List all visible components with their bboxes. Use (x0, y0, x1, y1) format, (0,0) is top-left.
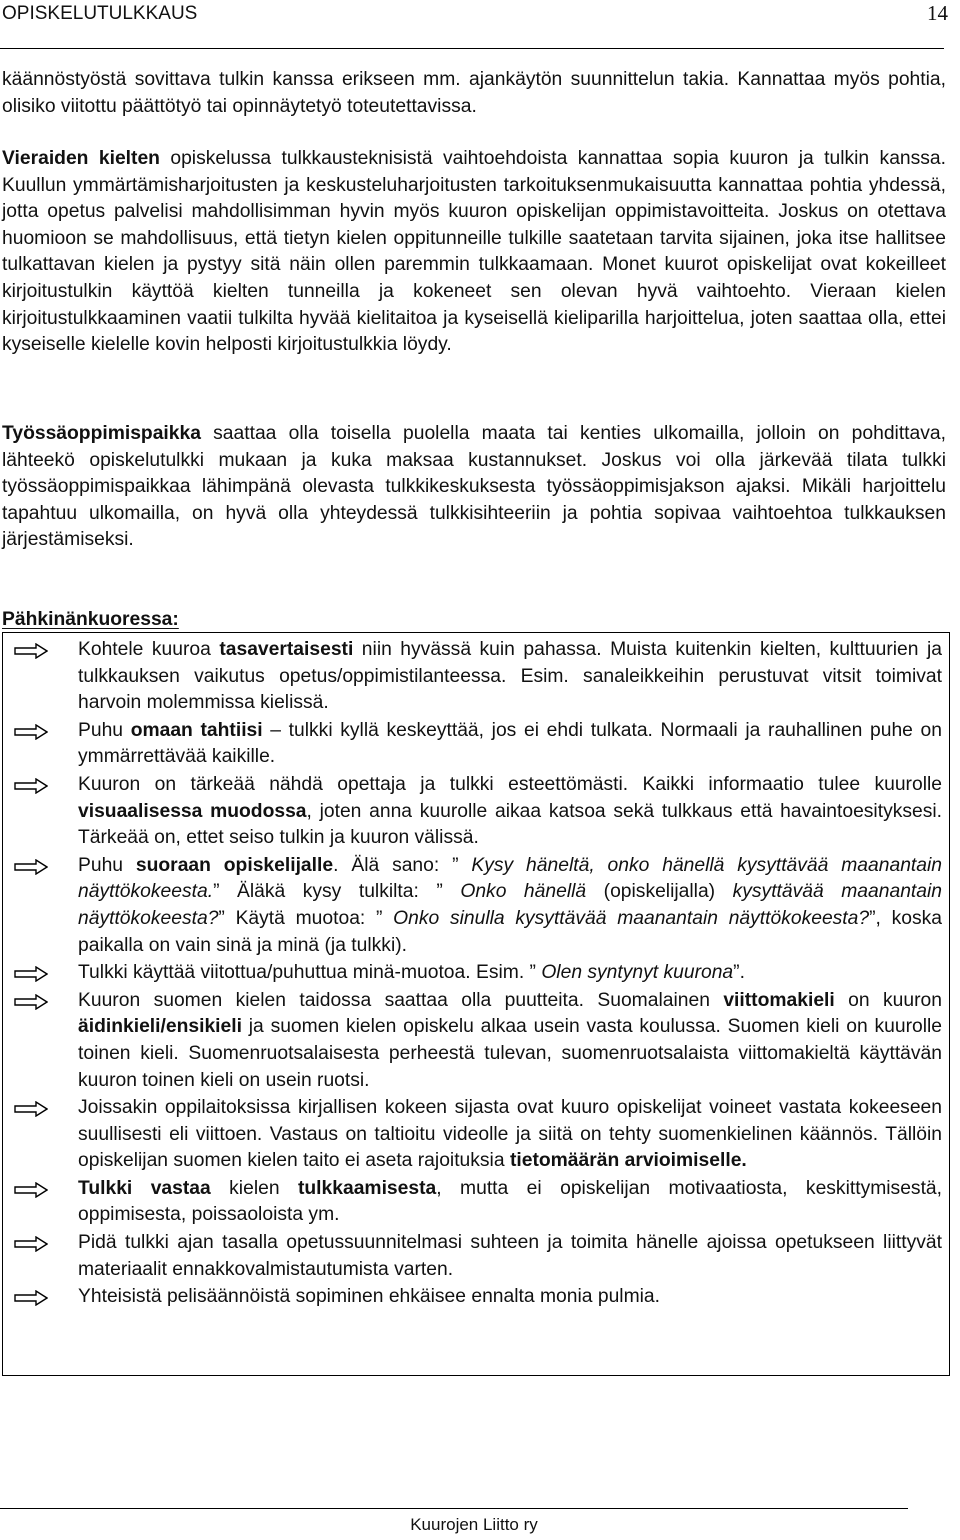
text-run: Yhteisistä pelisäännöistä sopiminen ehkäisee ennalta monia pulmia. (78, 1286, 661, 1308)
footer-text: Kuurojen Liitto ry (410, 1515, 538, 1534)
nutshell-item (0, 1230, 948, 1283)
text-run: Kohtele kuuroa (78, 639, 220, 660)
nutshell-heading: Pähkinänkuoressa: (2, 609, 179, 630)
bold-text: tulkkaamisesta (297, 1177, 437, 1199)
text-run: Kuuron on tärkeää nähdä opettaja ja tulkki esteettömästi. Kaikki informaatio tulee kuurolle (78, 773, 942, 795)
arrow-icon (14, 1101, 48, 1117)
header-title: OPISKELUTULKKAUS (2, 3, 198, 24)
header-divider (0, 48, 944, 49)
nutshell-item (0, 637, 948, 717)
text-run: Puhu (78, 719, 131, 741)
text-run: – tulkki kyllä keskeyttää, jos ei ehdi tulkata. Normaali ja rauhallinen puhe on ymmärrettävää kaikille. (78, 719, 943, 768)
italic-text: Onko sinulla kysyttävää maanantain näyttökokeesta? (393, 907, 870, 929)
italic-text: Kysy häneltä, onko hänellä kysyttävää maanantain näyttökokeesta. (78, 854, 942, 903)
nutshell-item (0, 718, 948, 771)
arrow-icon (14, 1182, 48, 1198)
bold-text: tasavertaisesti (219, 639, 354, 660)
italic-text: kysyttävää maanantain näyttökokeesta? (78, 881, 942, 929)
arrow-icon (14, 966, 48, 982)
paragraph-work-placement (2, 421, 946, 554)
arrow-icon (14, 994, 48, 1010)
bold-text: äidinkieli/ensikieli (78, 1016, 242, 1038)
text-run: . Älä sano: ” (333, 854, 472, 876)
italic-text: Olen syntynyt kuurona (541, 962, 734, 984)
arrow-icon (14, 724, 48, 740)
arrow-icon (14, 1236, 48, 1252)
text-run: Kuuron suomen kielen taidossa saattaa olla puutteita. Suomalainen (78, 989, 724, 1011)
text-run: ” Äläkä kysy tulkilta: ” (213, 881, 461, 903)
bold-text: tietomäärän arvioimiselle. (509, 1150, 747, 1172)
text-run: ”, koska paikalla on vain sinä ja minä (ja tulkki). (78, 907, 943, 956)
bold-text: visuaalisessa muodossa (78, 800, 307, 822)
text-run: saattaa olla toisella puolella maata tai kenties ulkomailla, jolloin on pohdittava, lähteekö opiskelutulkki mukaan ja kuka maksaa kustannukset. Joskus voi olla järkevää tilata tulkki työssäoppimispaikkaa lähimpänä olevasta tulkkikeskuksesta työssäoppimisjakson ajaksi. Mikäli harjoittelu tapahtuu ulkomailla, on hyvä olla yhteydessä tulkkisihteeriin ja pohtia sopivaa vaihtoehtoa tulkkauksen järjestämiseksi. (2, 423, 946, 551)
arrow-icon (14, 1290, 48, 1306)
paragraph-foreign-languages (2, 146, 946, 359)
nutshell-item (0, 1284, 948, 1311)
nutshell-item (0, 960, 948, 987)
text-run: Puhu (78, 854, 136, 876)
arrow-icon (14, 859, 48, 875)
bold-text: suoraan opiskelijalle (135, 854, 334, 876)
paragraph-translation-work (2, 67, 946, 120)
text-run: niin hyvässä kuin pahassa. Muista kuitenkin kielten, kulttuurien ja tulkkauksen vaikutus opetus/oppimistilanteessa. Esim. sanaleikkeihin perustuvat vitsit toimivat harvoin molemmissa kielissä. (78, 639, 942, 714)
text-run: , mutta ei opiskelijan motivaatiosta, keskittymisestä, oppimisesta, poissaoloista ym. (78, 1177, 943, 1226)
bold-text: Tulkki vastaa (78, 1177, 211, 1199)
text-run: , joten anna kuurolle aikaa katsoa sekä tulkkaus että havaintoesityksesi. Tärkeää on, ettet seiso tulkin ja kuuron välissä. (78, 800, 942, 849)
arrow-icon (14, 643, 48, 659)
bold-text: omaan tahtiisi (130, 719, 263, 741)
nutshell-list (0, 637, 948, 1312)
text-run: Pidä tulkki ajan tasalla opetussuunnitelmasi suhteen ja toimita hänelle ajoissa opetukseen liittyvät materiaalit ennakkovalmistautumista varten. (78, 1232, 942, 1280)
bold-text: Työssäoppimispaikka (2, 423, 201, 444)
italic-text: Onko hänellä (460, 881, 587, 903)
nutshell-item (0, 853, 948, 959)
nutshell-item (0, 988, 948, 1094)
footer-divider (0, 1508, 908, 1509)
nutshell-item (0, 1176, 948, 1229)
nutshell-item (0, 1095, 948, 1175)
text-run: ” Käytä muotoa: ” (218, 907, 394, 929)
text-run: ja suomen kielen opiskelu alkaa usein vasta koulussa. Suomen kieli on kuurolle toinen kieli. Suomenruotsalaisesta perheestä tulevan, suomenruotsalaista viittomakieltä käyttävän kuuron toinen kieli on usein ruotsi. (78, 1016, 942, 1091)
text-run: Joissakin oppilaitoksissa kirjallisen kokeen sijasta ovat kuuro opiskelijat voineet vastata kokeeseen suullisesti eli viittoen. Vastaus on taltioitu videolle ja siitä on tehty suomenkielinen käännös. Tällöin opiskelijan suomen kielen taito ei aseta rajoituksia (78, 1097, 942, 1172)
text-run: on kuuron (834, 989, 942, 1011)
text-run: Tulkki käyttää viitottua/puhuttua minä-muotoa. Esim. ” (78, 962, 542, 984)
arrow-icon (14, 778, 48, 794)
text-run: ”. (733, 962, 745, 984)
bold-text: viittomakieli (723, 989, 835, 1011)
bold-text: Vieraiden kielten (2, 148, 160, 169)
text-run: käännöstyöstä sovittava tulkin kanssa erikseen mm. ajankäytön suunnittelun takia. Kannattaa myös pohtia, olisiko viitottu päättötyö tai opinnäytetyö toteutettavissa. (2, 69, 946, 117)
text-run: (opiskelijalla) (586, 881, 733, 903)
nutshell-item (0, 772, 948, 852)
text-run: opiskelussa tulkkausteknisistä vaihtoehdoista kannattaa sopia kuuron ja tulkin kanssa. Kuullun ymmärtämisharjoitusten ja keskusteluharjoitusten tarkoituksenmukaisuutta kannattaa pohtia yhdessä, jotta opetus palvelisi mahdollisimman hyvin myös kuuron opiskelijan oppimistavoitteita. Joskus on otettava huomioon se mahdollisuus, että tietyn kielen oppitunneille tulkille saatetaan tarvita sijainen, joka itse hallitsee tulkattavan kielen ja pystyy sitä näin ollen paremmin tulkkaamaan. Monet kuurot opiskelijat ovat kokeilleet kirjoitustulkin käyttöä kielten tunneilla ja kokeneet sen olevan hyvä vaihtoehto. Vieraan kielen kirjoitustulkkaaminen vaatii tulkilta hyvää kielitaitoa ja kyseisellä kieliparilla harjoittelua, joten saattaa olla, ettei kyseiselle kielelle kovin helposti kirjoitustulkkia löydy. (2, 148, 946, 356)
page-number: 14 (927, 1, 948, 25)
text-run: kielen (210, 1177, 298, 1199)
